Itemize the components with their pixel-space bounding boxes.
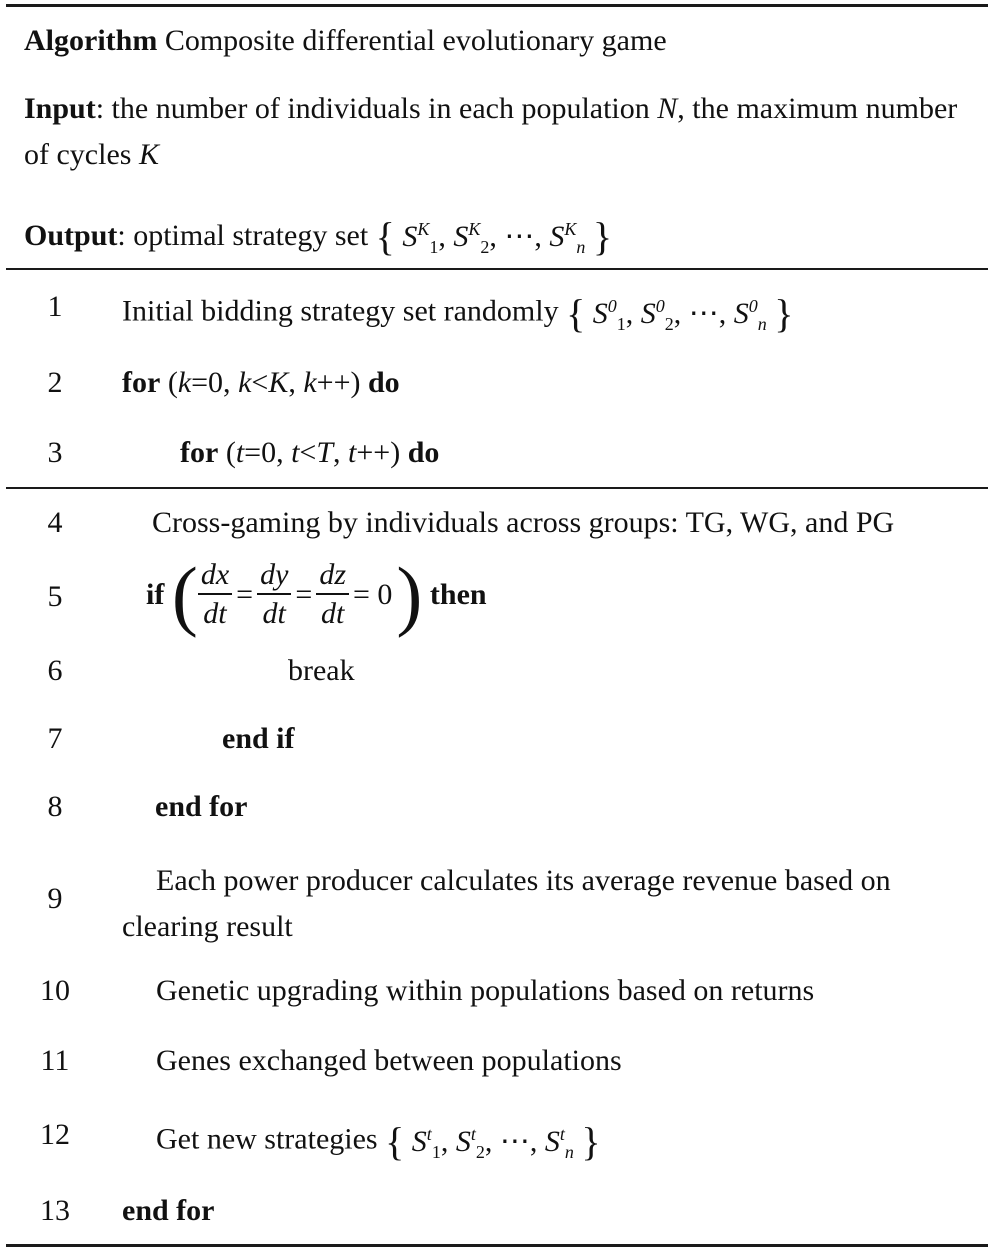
- brace-open: {: [385, 1119, 405, 1164]
- output-label: Output: [24, 218, 118, 252]
- step-break: break: [288, 654, 355, 687]
- var: t: [291, 436, 300, 469]
- op: =0,: [244, 436, 292, 469]
- denominator: dt: [262, 597, 286, 630]
- set-sup: 0: [748, 296, 758, 316]
- set-dots: ⋯: [504, 220, 535, 253]
- paren: (: [218, 436, 236, 469]
- set-sub: 2: [664, 314, 674, 334]
- algorithm-title: Composite differential evolutionary game: [164, 24, 667, 57]
- step-outer-for: [122, 366, 400, 400]
- line-number: 12: [40, 1118, 70, 1151]
- section-rule: [6, 487, 988, 489]
- algorithm-title-line: [24, 18, 972, 64]
- line-number: 9: [47, 882, 63, 915]
- fraction-dx-dt: [198, 557, 232, 633]
- algorithm-label: Algorithm: [24, 24, 158, 57]
- set-sup: t: [426, 1124, 432, 1144]
- set-sub: 2: [480, 237, 490, 257]
- set-dots: ⋯: [688, 297, 719, 330]
- set-sub: n: [576, 237, 586, 257]
- keyword-for: for: [122, 366, 161, 399]
- line-number: 1: [47, 290, 63, 323]
- step-if-condition: [146, 551, 487, 638]
- new-strategy-set: [385, 1118, 600, 1165]
- line-number: 8: [47, 790, 63, 823]
- var: t: [235, 436, 245, 469]
- paren-open: (: [171, 551, 198, 638]
- set-sep: ,: [529, 1125, 538, 1158]
- keyword-do: do: [407, 436, 440, 469]
- denominator: dt: [203, 597, 227, 630]
- fraction-dz-dt: [316, 557, 349, 633]
- brace-open: {: [566, 291, 586, 336]
- set-sub: 1: [429, 237, 439, 257]
- step-inner-for: [180, 436, 439, 470]
- line-number: 3: [47, 436, 63, 469]
- header-rule: [6, 268, 988, 270]
- set-sub: n: [757, 314, 767, 334]
- line-number: 7: [47, 722, 63, 755]
- line-number: 2: [47, 366, 63, 399]
- output-line: [24, 206, 972, 270]
- op: ++): [356, 436, 408, 469]
- var: K: [268, 366, 289, 399]
- op: ++): [316, 366, 368, 399]
- fraction-dy-dt: [257, 557, 291, 633]
- paren-close: ): [396, 551, 423, 638]
- brace-close: }: [581, 1119, 601, 1164]
- set-symbol: S: [733, 297, 749, 330]
- brace-close: }: [774, 291, 794, 336]
- set-sup: K: [468, 219, 481, 239]
- set-sep: ,: [440, 1125, 449, 1158]
- set-sub: n: [564, 1142, 574, 1162]
- step-calculate-revenue: Each power producer calculates its average revenue based on clearing result: [122, 864, 891, 943]
- set-sep: ,: [534, 220, 542, 253]
- set-symbol: S: [592, 297, 608, 330]
- line-number: 10: [40, 974, 70, 1007]
- step-end-outer-for: end for: [122, 1194, 215, 1227]
- top-rule: [6, 4, 988, 7]
- step-gene-exchange: Genes exchanged between populations: [156, 1044, 622, 1077]
- line-number: 13: [40, 1194, 70, 1227]
- equals-zero: = 0: [353, 578, 393, 611]
- op: <: [251, 366, 269, 399]
- set-sup: K: [417, 219, 430, 239]
- line-number: 6: [47, 654, 63, 687]
- input-var-k: K: [138, 138, 159, 171]
- paren: (: [160, 366, 178, 399]
- set-sup: t: [559, 1124, 565, 1144]
- output-text: : optimal strategy set: [117, 218, 376, 252]
- bottom-rule: [6, 1244, 988, 1247]
- brace-open: {: [375, 214, 395, 259]
- line-number: 11: [40, 1044, 70, 1077]
- set-sub: 1: [431, 1142, 441, 1162]
- var: k: [177, 366, 192, 399]
- denominator: dt: [320, 597, 345, 630]
- keyword-then: then: [429, 578, 487, 611]
- set-sep: ,: [484, 1125, 493, 1158]
- keyword-if: if: [146, 578, 165, 611]
- op: ,: [288, 366, 304, 399]
- set-sep: ,: [625, 297, 634, 330]
- step-end-if: end if: [222, 722, 295, 755]
- line-number: 4: [47, 506, 63, 539]
- set-sep: ,: [718, 297, 727, 330]
- op: =0,: [191, 366, 239, 399]
- brace-close: }: [592, 214, 613, 259]
- set-symbol: S: [402, 220, 418, 253]
- equals: =: [236, 578, 254, 611]
- set-sep: ,: [438, 220, 446, 253]
- set-symbol: S: [453, 220, 469, 253]
- set-sep: ,: [489, 220, 497, 253]
- step-initial-strategy: [122, 290, 794, 337]
- set-symbol: S: [544, 1125, 560, 1158]
- step-text: Get new strategies: [156, 1122, 386, 1156]
- set-symbol: S: [411, 1125, 427, 1158]
- op: ,: [333, 436, 349, 469]
- set-sup: t: [470, 1124, 476, 1144]
- numerator: dx: [198, 557, 232, 595]
- op: <: [299, 436, 317, 469]
- var: k: [238, 366, 252, 399]
- var: k: [303, 366, 317, 399]
- set-sup: K: [564, 219, 577, 239]
- equals: =: [295, 578, 313, 611]
- input-line: [24, 86, 972, 178]
- numerator: dy: [257, 557, 291, 595]
- set-sup: 0: [607, 296, 617, 316]
- step-text: Initial bidding strategy set randomly: [122, 294, 567, 328]
- input-text: : the number of individuals in each population: [95, 92, 658, 125]
- var: t: [348, 436, 357, 469]
- numerator: dz: [316, 557, 349, 595]
- output-strategy-set: [376, 206, 612, 270]
- set-sub: 2: [475, 1142, 485, 1162]
- input-text-2: , the maximum number of cycles: [24, 92, 958, 171]
- input-var-n: N: [657, 92, 678, 125]
- set-symbol: S: [549, 220, 565, 253]
- initial-strategy-set: [566, 290, 793, 337]
- var: T: [316, 436, 334, 469]
- input-label: Input: [24, 92, 96, 125]
- set-sep: ,: [673, 297, 682, 330]
- set-symbol: S: [455, 1125, 471, 1158]
- set-dots: ⋯: [499, 1125, 530, 1158]
- line-number: 5: [47, 580, 63, 613]
- step-end-inner-for: end for: [155, 790, 248, 823]
- keyword-do: do: [367, 366, 400, 399]
- set-sup: 0: [655, 296, 665, 316]
- set-symbol: S: [640, 297, 656, 330]
- set-sub: 1: [616, 314, 626, 334]
- step-genetic-upgrading: Genetic upgrading within populations based on returns: [156, 974, 815, 1007]
- step-new-strategies: [156, 1118, 601, 1165]
- step-cross-gaming: Cross-gaming by individuals across groups: TG, WG, and PG: [152, 506, 895, 539]
- keyword-for: for: [180, 436, 219, 469]
